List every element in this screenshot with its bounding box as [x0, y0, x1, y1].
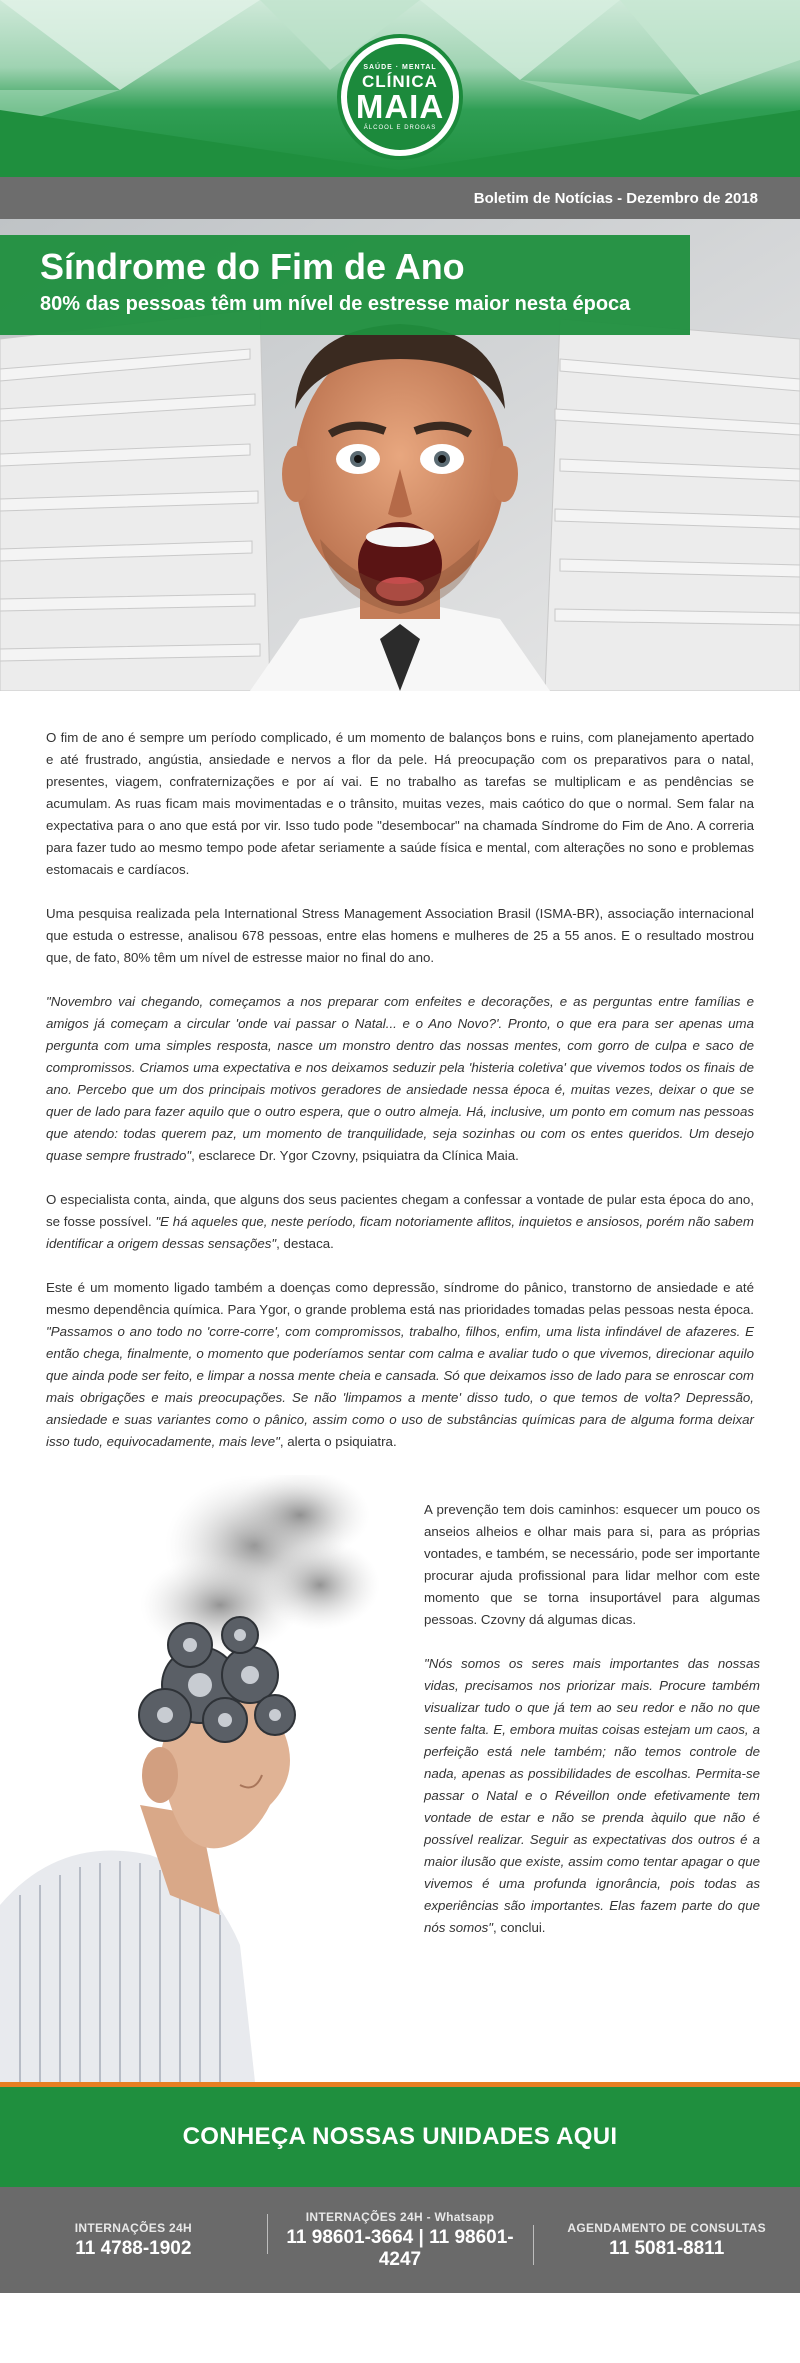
footer-contact-agendamento[interactable]	[533, 2221, 800, 2260]
gears-head-illustration	[0, 1475, 410, 2082]
attribution-text: , destaca.	[276, 1236, 334, 1251]
paragraph-text: O especialista conta, ainda, que alguns dos seus pacientes chegam a confessar a vontade de pular esta época do ano, se fosse possível.	[46, 1192, 754, 1229]
footer-phone: 11 98601-3664 | 11 98601-4247	[286, 2226, 514, 2270]
hero-image	[0, 219, 800, 691]
header-banner	[0, 0, 800, 177]
footer-contact-whatsapp[interactable]	[267, 2210, 534, 2271]
article-paragraph-1: O fim de ano é sempre um período complicado, é um momento de balanços bons e ruins, com planejamento apertado e até frustrado, angústia, ansiedade e nervos a flor da pele. Há preocupação com os preparativos para o natal, presentes, viagem, confraternizações e por aí vai. E no trabalho as tarefas se multiplicam e as pendências se acumulam. As ruas ficam mais movimentadas e o trânsito, muitas vezes, mais caótico do que o normal. Sem falar na expectativa para o ano que está por vir. Isso tudo pode "desembocar" na chamada Síndrome do Fim de Ano. A correria para fazer tudo ao mesmo tempo pode afetar seriamente a saúde física e mental, com alterações no sono e problemas estomacais e cardíacos.	[46, 730, 754, 877]
quote-text: "E há aqueles que, neste período, ficam notoriamente aflitos, inquietos e ansiosos, porém não sabem identificar a origem dessas sensações"	[46, 1214, 754, 1251]
article-split-section	[0, 1475, 800, 2082]
footer-phone: 11 5081-8811	[609, 2237, 725, 2259]
footer-label: INTERNAÇÕES 24H	[74, 2220, 192, 2235]
footer-phone: 11 4788-1902	[75, 2237, 192, 2259]
article-paragraph-3	[46, 991, 754, 1167]
article-side-column	[424, 1499, 760, 1961]
footer-label: INTERNAÇÕES 24H - Whatsapp	[305, 2209, 495, 2224]
article-paragraph-5	[46, 1277, 754, 1453]
article-title: Síndrome do Fim de Ano	[40, 246, 465, 287]
attribution-text: , esclarece Dr. Ygor Czovny, psiquiatra da Clínica Maia.	[191, 1148, 519, 1163]
logo-maia-text: MAIA	[355, 87, 445, 125]
article-paragraph-2: Uma pesquisa realizada pela International Stress Management Association Brasil (ISMA-BR), associação internacional que estuda o estresse, analisou 678 pessoas, entre elas homens e mulheres de 25 a 55 anos. E o resultado mostrou que, de fato, 80% têm um nível de estresse maior no final do ano.	[46, 906, 754, 965]
logo-tagline-top: SAÚDE · MENTAL	[363, 63, 437, 71]
article-body	[0, 691, 800, 1453]
bulletin-date-text: Boletim de Notícias - Dezembro de 2018	[473, 189, 758, 207]
logo-tagline-bottom: ÁLCOOL E DROGAS	[363, 124, 437, 131]
logo-clinica-text: CLÍNICA	[362, 71, 438, 91]
paragraph-text: Este é um momento ligado também a doenças como depressão, síndrome do pânico, transtorno de ansiedade e até mesmo dependência química. Para Ygor, o grande problema está nas prioridades tomadas pelas pessoas nesta época.	[46, 1280, 754, 1317]
hero-title-box	[0, 235, 690, 335]
clinica-maia-logo[interactable]	[341, 38, 459, 156]
bulletin-bar	[0, 177, 800, 219]
side-paragraph-1: A prevenção tem dois caminhos: esquecer um pouco os anseios alheios e olhar mais para si, para as próprias vontades, e também, se necessário, pode ser importante procurar ajuda profissional para lidar melhor com este momento que se torna insuportável para algumas pessoas. Czovny dá algumas dicas.	[424, 1502, 760, 1627]
article-paragraph-4	[46, 1189, 754, 1255]
attribution-text: , conclui.	[493, 1920, 546, 1935]
attribution-text: , alerta o psiquiatra.	[279, 1434, 397, 1449]
side-paragraph-2	[424, 1653, 760, 1939]
footer-label: AGENDAMENTO DE CONSULTAS	[567, 2220, 766, 2235]
quote-text: "Novembro vai chegando, começamos a nos preparar com enfeites e decorações, e as perguntas entre famílias e amigos já começam a circular 'onde vai passar o Natal... e o Ano Novo?'. Pronto, o que era para ser apenas uma pergunta com uma simples resposta, nasce um monstro dentro das nossas mentes, com gorro de culpa e saco de compromissos. Criamos uma expectativa e nos deixamos seduzir pela 'histeria coletiva' que vivemos todos os finais de ano. Percebo que um dos principais motivos geradores de ansiedade nessa época é, muitas vezes, deixar o que se quer de lado para fazer aquilo que o outro espera, que o outro almeja. Há, inclusive, um ponto em comum nas pessoas que atendo: todas querem paz, um momento de tranquilidade, seja sozinhas ou com os entes queridos. Um desejo quase sempre frustrado"	[46, 994, 754, 1163]
quote-text: "Nós somos os seres mais importantes das nossas vidas, precisamos nos priorizar mais. Procure também visualizar tudo o que já tem ao seu redor e não no que sente falta. E, embora muitas coisas estejam um caos, a perfeição está nele também; não temos controle de nada, apenas as possibilidades de escolhas. Permita-se passar o Natal e o Réveillon onde efetivamente tem vontade de estar e não se prenda àquilo que não é possível realizar. Seguir as expectativas dos outros é a maior ilusão que existe, assim como tentar apagar o que vivemos é uma profunda ignorância, pois todas as experiências são importantes. Elas fazem parte do que nós somos"	[424, 1656, 760, 1935]
cta-label: CONHEÇA NOSSAS UNIDADES AQUI	[182, 2123, 618, 2150]
quote-text: "Passamos o ano todo no 'corre-corre', com compromissos, trabalho, filhos, enfim, uma lista infindável de afazeres. E então chega, finalmente, o momento que poderíamos sentar com calma e avaliar tudo o que vivemos, direcionar aquilo que ainda pode ser feito, e limpar a nossa mente cheia e cansada. Só que deixamos isso de lado para se enroscar com mais obrigações e mais preocupações. Se não 'limpamos a mente' disso tudo, o que temos de volta? Depressão, ansiedade e suas variantes como o pânico, assim como o uso de substâncias químicas para de alguma forma deixar isso tudo, equivocadamente, mais leve"	[46, 1324, 754, 1449]
footer-contact-internacoes[interactable]	[0, 2221, 267, 2260]
contact-footer	[0, 2187, 800, 2293]
article-subtitle: 80% das pessoas têm um nível de estresse maior nesta época	[40, 292, 631, 315]
units-cta-button[interactable]	[0, 2087, 800, 2187]
